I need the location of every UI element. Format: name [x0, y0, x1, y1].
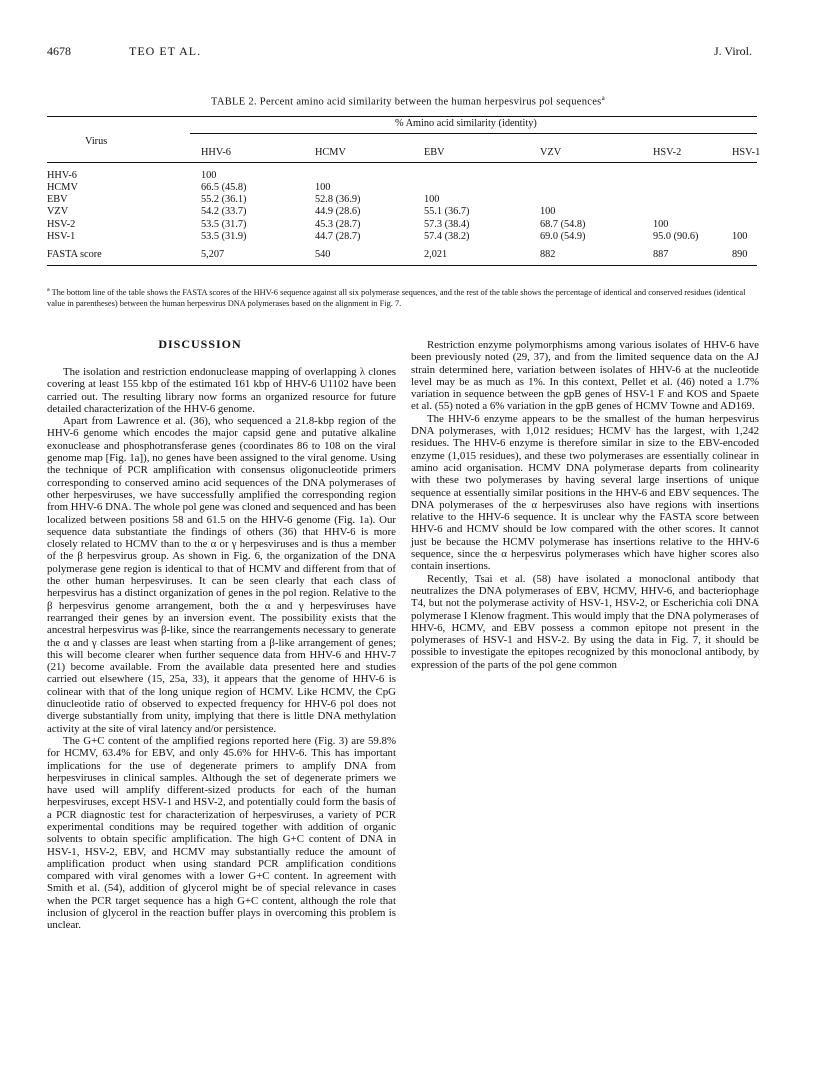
table-cell: 66.5 (45.8) [201, 182, 247, 193]
table-cell: 69.0 (54.9) [540, 231, 586, 242]
table-cell: 53.5 (31.9) [201, 231, 247, 242]
table-rule-top [47, 116, 757, 117]
fasta-score: 2,021 [424, 249, 448, 260]
table-footnote: $^a$ The bottom line of the table shows the FASTA scores of the HHV-6 sequence against all six polymerase sequences, and the rest of the table shows the percentage of identical and conserved residues (identical value in parentheses) between the human herpesvirus DNA polymerases based on the alignment in Fig. 7. [47, 287, 746, 308]
fasta-score: 882 [540, 249, 556, 260]
table-column-header: HSV-2 [653, 147, 682, 158]
table-rule-header [47, 162, 757, 163]
table-column-header: VZV [540, 147, 562, 158]
table-column-header: EBV [424, 147, 445, 158]
table-cell: 100 [424, 194, 440, 205]
table-cell: 95.0 (90.6) [653, 231, 699, 242]
text-column-right [411, 339, 759, 671]
table-cell: 100 [201, 170, 217, 181]
paragraph: Apart from Lawrence et al. (36), who sequenced a 21.8-kbp region of the HHV-6 genome which encodes the major capsid gene and putative alkaline exonuclease and phosphotransferase genes (coordinates 86 to 108 on the viral genome map [Fig. 1a]), no genes have been assigned to the viral genome. Using the technique of PCR amplification with consensus oligonucleotide primers corresponding to conserved amino acid sequences of the DNA polymerases of other herpesviruses, we have successfully amplified the corresponding region from HHV-6 DNA. The whole pol gene was cloned and sequenced and has been localized between positions 58 and 61.5 on the HHV-6 genome (Fig. 1a). Our sequence data substantiate the findings of others (36) that HHV-6 is more closely related to HCMV than to the α or γ herpesviruses and is thus a member of the β herpesvirus group. As shown in Fig. 6, the organization of the DNA polymerase gene region is identical to that of HCMV and different from that of the other human herpesviruses. It can be seen clearly that each class of herpesvirus has a distinct organization of genes in the pol region. Relative to the β herpesvirus genome arrangement, both the α and γ herpesviruses have rearranged their genes by an inversion event. The possibility exists that the ancestral herpesvirus was β-like, since the rearrangements necessary to generate the α and γ classes are least when starting from a β-like arrangement of genes; this will become clearer when further sequence data from HHV-6 and HHV-7 (21) become available. From the available data presented here and studies carried out elsewhere (15, 25a, 33), it appears that the genome of HHV-6 is colinear with that of the long unique region of HCMV. Like HCMV, the CpG dinucleotide ratio of observed to expected frequency for HHV-6 pol does not diverge substantially from unity, implying that there is little DNA methylation activity at the site of viral latency and/or persistence. [47, 415, 396, 735]
table-column-header: HHV-6 [201, 147, 231, 158]
fasta-score: 887 [653, 249, 669, 260]
table-column-header: HSV-1 [732, 147, 761, 158]
page-number: 4678 [47, 44, 71, 58]
paragraph: Recently, Tsai et al. (58) have isolated a monoclonal antibody that neutralizes the DNA polymerases of EBV, HCMV, HHV-6, and bacteriophage T4, but not the polymerase activity of HSV-1, HSV-2, or Escherichia coli DNA polymerase I Klenow fragment. This would imply that the DNA polymerases of HHV-6, HCMV, and EBV possess a common epitope not present in the polymerases of HSV-1 and HSV-2. By using the data in Fig. 7, it should be possible to investigate the epitopes recognized by this monoclonal antibody, by expression of the parts of the pol gene common [411, 572, 759, 671]
table-row-label: HCMV [47, 182, 78, 193]
paragraph: Restriction enzyme polymorphisms among various isolates of HHV-6 have been previously noted (29, 37), and from the limited sequence data on the AJ strain determined here, variation between isolates of HHV-6 at the nucleotide level may be as much as 1%. In this context, Pellet et al. (46) noted a 1.7% variation in sequence between the gpB genes of HSV-1 F and KOS and Spaete et al. (55) noted a 6% variation in the gpB genes of HCMV Towne and AD169. [411, 339, 759, 413]
table-row-label: HHV-6 [47, 170, 77, 181]
table-row-label: VZV [47, 206, 69, 217]
table-cell: 53.5 (31.7) [201, 219, 247, 230]
table-cell: 57.3 (38.4) [424, 219, 470, 230]
table-cell: 100 [540, 206, 556, 217]
table-cell: 57.4 (38.2) [424, 231, 470, 242]
table-cell: 44.7 (28.7) [315, 231, 361, 242]
table-row-label: HSV-1 [47, 231, 76, 242]
running-authors: TEO ET AL. [129, 44, 202, 58]
table-group-header: % Amino acid similarity (identity) [395, 118, 537, 129]
fasta-score: 890 [732, 249, 748, 260]
table-cell: 100 [653, 219, 669, 230]
table-caption: TABLE 2. Percent amino acid similarity between the human herpesvirus pol sequences$^a$ [211, 94, 605, 108]
table-rule-group [190, 133, 757, 134]
table-row-label: EBV [47, 194, 68, 205]
journal-name: J. Virol. [713, 44, 752, 58]
table-cell: 100 [315, 182, 331, 193]
table-cell: 55.2 (36.1) [201, 194, 247, 205]
table-row-header: Virus [85, 136, 108, 147]
table-cell: 68.7 (54.8) [540, 219, 586, 230]
paragraph: The isolation and restriction endonuclease mapping of overlapping λ clones covering at least 155 kbp of the estimated 161 kbp of HHV-6 U1102 have been carried out. The resulting library now forms an organized resource for future detailed characterization of the HHV-6 genome. [47, 366, 396, 415]
text-column-left [47, 366, 396, 932]
paragraph: The HHV-6 enzyme appears to be the smallest of the human herpesvirus DNA polymerases, with 1,012 residues; HCMV has the largest, with 1,242 residues. The HHV-6 enzyme is therefore similar in size to the EBV-encoded enzyme (1,015 residues), and these two polymerases are essentially colinear in amino acid organisation. HCMV DNA polymerase departs from colinearity with these two polymerases by having several large insertions of unique sequence at essentially similar positions in the HHV-6 and EBV sequences. The DNA polymerases of the α herpesviruses also have regions with insertions relative to the HHV-6 sequence. It is unclear why the FASTA score between HHV-6 and HCMV should be low compared with the other scores. It cannot just be because the HCMV polymerase has insertions relative to the HHV-6 sequence, since the α herpesvirus polymerases which have higher scores also contain insertions. [411, 412, 759, 573]
table-cell: 54.2 (33.7) [201, 206, 247, 217]
fasta-score: 540 [315, 249, 331, 260]
table-cell: 100 [732, 231, 748, 242]
table-cell: 55.1 (36.7) [424, 206, 470, 217]
fasta-score: 5,207 [201, 249, 225, 260]
section-title: DISCUSSION [158, 337, 242, 351]
table-cell: 45.3 (28.7) [315, 219, 361, 230]
table-column-header: HCMV [315, 147, 346, 158]
table-cell: 44.9 (28.6) [315, 206, 361, 217]
table-cell: 52.8 (36.9) [315, 194, 361, 205]
table-row-label: HSV-2 [47, 219, 76, 230]
table-rule-bottom [47, 265, 757, 266]
paragraph: The G+C content of the amplified regions reported here (Fig. 3) are 59.8% for HCMV, 63.4% for EBV, and only 45.6% for HHV-6. This has important implications for the use of degenerate primers to amplify DNA from herpesviruses in clinical samples. Although the set of degenerate primers we have used will amplify different-sized products for each of the human herpesviruses, except HSV-1 and HSV-2, and potentially could form the basis of a PCR diagnostic test for characterization of herpesviruses, a variety of PCR experimental conditions may be required together with addition of organic solvents to obtain specific amplification. The high G+C content of DNA in HSV-1, HSV-2, EBV, and HCMV may substantially reduce the amount of amplification product when using standard PCR amplification conditions compared with viral genomes with a lower G+C content. In agreement with Smith et al. (54), addition of glycerol might be of special relevance in cases when the PCR target sequence has a high G+C content, although the role that inclusion of glycerol in the reaction buffer plays in overcoming this problem is unclear. [47, 734, 396, 932]
fasta-label: FASTA score [47, 249, 102, 260]
